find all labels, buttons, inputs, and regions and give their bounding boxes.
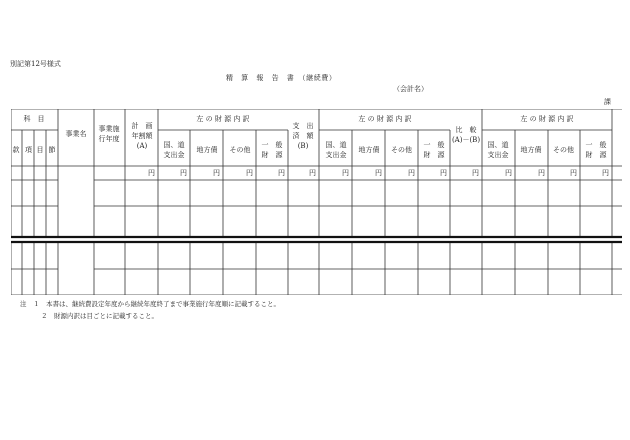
header-other-1: その他 [229,146,251,154]
header-other-3: その他 [553,146,574,154]
settlement-ledger-table [11,109,622,295]
header-other-2: その他 [391,146,412,154]
accounting-name-label: （会計名） [393,85,428,93]
header-gov-2b: 支出金 [325,151,347,159]
header-expenditure-1: 支 出 [292,122,314,130]
note-2: ２ 財源内訳は目ごとに記載すること。 [41,311,158,320]
header-local-bond-1: 地方債 [196,146,218,154]
header-source-breakdown-3: 左 の 財 源 内 訳 [520,115,574,123]
header-expenditure-2: 済 額 [292,132,314,140]
section-label: 課 [604,98,611,106]
header-general-2a: 一 般 [423,141,445,149]
yen-unit-label: 円 [408,169,415,177]
yen-unit-label: 円 [440,169,447,177]
header-general-3a: 一 般 [585,141,607,149]
header-general-1a: 一 般 [261,141,283,149]
header-source-breakdown-2: 左 の 財 源 内 訳 [358,115,412,123]
yen-unit-label: 円 [505,169,512,177]
header-planned-2: 年割額 [131,132,153,140]
yen-unit-label: 円 [602,169,609,177]
header-project-name: 事業名 [65,130,87,138]
yen-unit-label: 円 [570,169,577,177]
header-general-3b: 財 源 [585,151,607,159]
header-planned-3: (A) [136,142,148,150]
yen-unit-label: 円 [213,169,220,177]
header-subject: 科 目 [23,115,45,123]
header-gov-1b: 支出金 [163,151,185,159]
note-1: 注 １ 本書は、継続費設定年度から継続年度終了まで事業施行年度順に記載すること。 [20,300,280,308]
yen-unit-label: 円 [246,169,253,177]
header-moku: 目 [36,146,44,154]
yen-unit-label: 円 [278,169,285,177]
header-setsu: 節 [48,146,56,154]
header-general-2b: 財 源 [423,151,445,159]
yen-unit-label: 円 [472,169,479,177]
header-project-year-1: 事業施 [98,125,120,133]
form-number-label: 別記第12号様式 [10,60,61,68]
yen-unit-label: 円 [309,169,316,177]
header-planned-1: 計 画 [131,122,153,130]
notes-section [20,299,280,322]
header-gov-2a: 国、道 [325,141,347,149]
header-gov-1a: 国、道 [163,141,185,149]
yen-unit-label: 円 [148,169,155,177]
header-project-year-2: 行年度 [98,135,120,143]
header-general-1b: 財 源 [261,151,283,159]
header-gov-3a: 国、道 [487,141,509,149]
document-title: 精 算 報 告 書 （継続費） [226,74,337,82]
yen-unit-label: 円 [342,169,349,177]
header-kan: 款 [12,146,20,154]
header-expenditure-3: (B) [297,142,309,150]
header-local-bond-3: 地方債 [520,146,542,154]
yen-unit-label: 円 [375,169,382,177]
header-local-bond-2: 地方債 [358,146,380,154]
header-comparison-2: (A)－(B) [451,136,481,144]
yen-unit-label: 円 [538,169,545,177]
header-comparison-1: 比 較 [455,126,477,134]
header-source-breakdown-1: 左 の 財 源 内 訳 [196,115,250,123]
header-kou: 項 [25,146,32,154]
header-gov-3b: 支出金 [487,151,509,159]
yen-unit-label: 円 [180,169,187,177]
